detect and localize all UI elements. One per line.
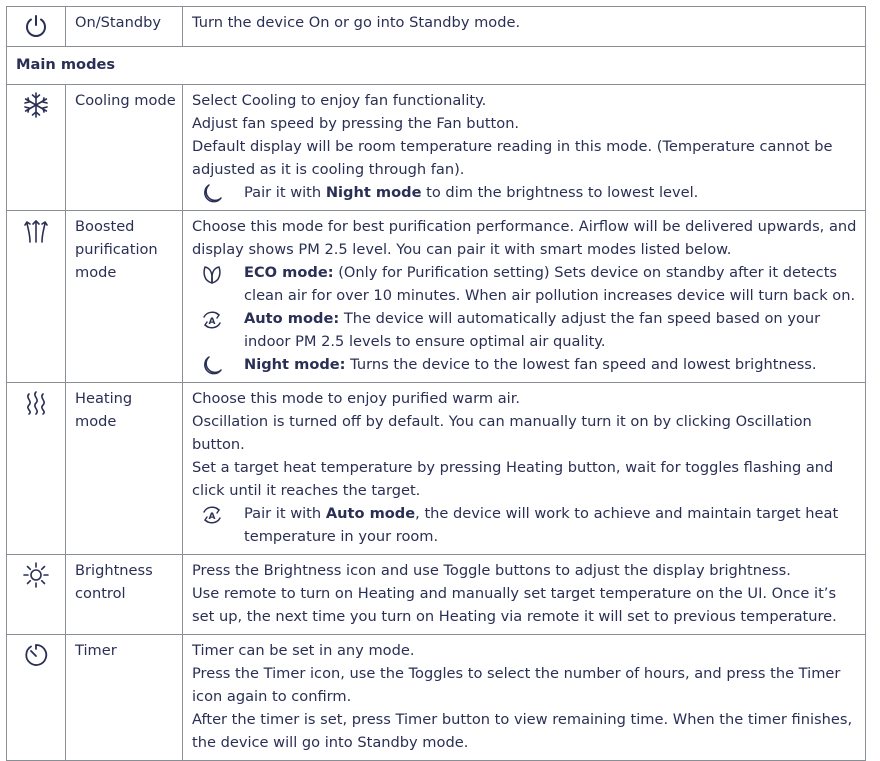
table-row-boosted (7, 211, 866, 383)
mode-description: Turn the device On or go into Standby mode. (183, 7, 866, 47)
mode-name: Brightness control (66, 555, 183, 635)
mode-description (183, 211, 866, 383)
eco-mode-item: ECO mode: (Only for Purification setting) Sets device on standby after it detects clean air for over 10 minutes. When air pollution increases device will turn back on. (192, 261, 857, 307)
mode-name: Heating mode (66, 383, 183, 555)
auto-mode-label: Auto mode: (244, 310, 340, 327)
section-title: Main modes (7, 47, 866, 85)
leaf-icon (200, 263, 224, 285)
description-line: Choose this mode to enjoy purified warm air. (192, 390, 521, 407)
table-row-timer (7, 635, 866, 761)
description-line: Press the Timer icon, use the Toggles to select the number of hours, and press the Timer icon again to confirm. (192, 665, 841, 705)
auto-mode-item: A Auto mode: The device will automatically adjust the fan speed based on your indoor PM 2.5 levels to ensure optimal air quality. (192, 307, 857, 353)
night-mode-label: Night mode (325, 184, 422, 201)
description-line: After the timer is set, press Timer button to view remaining time. When the timer finishes, the device will go into Standby mode. (192, 711, 853, 751)
night-mode-tip: Pair it with Night mode to dim the brightness to lowest level. (192, 181, 857, 204)
description-line: Adjust fan speed by pressing the Fan button. (192, 115, 520, 132)
section-header-row (7, 47, 866, 85)
table-row-heating (7, 383, 866, 555)
manual-page (6, 6, 866, 761)
description-line: Press the Brightness icon and use Toggle buttons to adjust the display brightness. (192, 562, 791, 579)
mode-name: Cooling mode (66, 85, 183, 211)
upward-airflow-icon (22, 217, 50, 245)
controls-table (6, 6, 866, 761)
snowflake-icon (22, 91, 50, 119)
description-line: Set a target heat temperature by pressing Heating button, wait for toggles flashing and click until it reaches the target. (192, 459, 834, 499)
description-line: Timer can be set in any mode. (192, 642, 415, 659)
mode-name: Boosted purification mode (66, 211, 183, 383)
sun-icon (22, 561, 50, 589)
table-row-cooling (7, 85, 866, 211)
auto-mode-icon (200, 504, 224, 526)
power-icon (23, 13, 49, 39)
svg-text:A: A (208, 512, 216, 522)
night-mode-item: Night mode: Turns the device to the lowest fan speed and lowest brightness. (192, 353, 857, 376)
auto-mode-label: Auto mode (325, 505, 416, 522)
auto-mode-tip: A Pair it with Auto mode, the device will work to achieve and maintain target heat temperature in your room. (192, 502, 857, 548)
table-row-brightness (7, 555, 866, 635)
mode-name: Timer (66, 635, 183, 761)
mode-description (183, 383, 866, 555)
timer-icon (22, 641, 50, 669)
moon-icon (200, 183, 224, 205)
moon-icon (200, 355, 224, 377)
mode-description (183, 635, 866, 761)
table-row-standby (7, 7, 866, 47)
eco-mode-label: ECO mode: (244, 264, 334, 281)
description-line: Default display will be room temperature reading in this mode. (Temperature cannot be adjusted as it is cooling through fan). (192, 138, 833, 178)
description-line: Select Cooling to enjoy fan functionality. (192, 92, 487, 109)
description-line: Oscillation is turned off by default. You can manually turn it on by clicking Oscillation button. (192, 413, 812, 453)
night-mode-label: Night mode: (244, 356, 346, 373)
description-line: Use remote to turn on Heating and manually set target temperature on the UI. Once it’s set up, the next time you turn on Heating via remote it will set to previous temperature. (192, 585, 837, 625)
heat-waves-icon (22, 389, 50, 417)
svg-text:A: A (208, 317, 216, 327)
auto-mode-icon (200, 309, 224, 331)
mode-name: On/Standby (66, 7, 183, 47)
mode-description (183, 555, 866, 635)
mode-description (183, 85, 866, 211)
description-line: Choose this mode for best purification performance. Airflow will be delivered upwards, and display shows PM 2.5 level. You can pair it with smart modes listed below. (192, 218, 857, 258)
